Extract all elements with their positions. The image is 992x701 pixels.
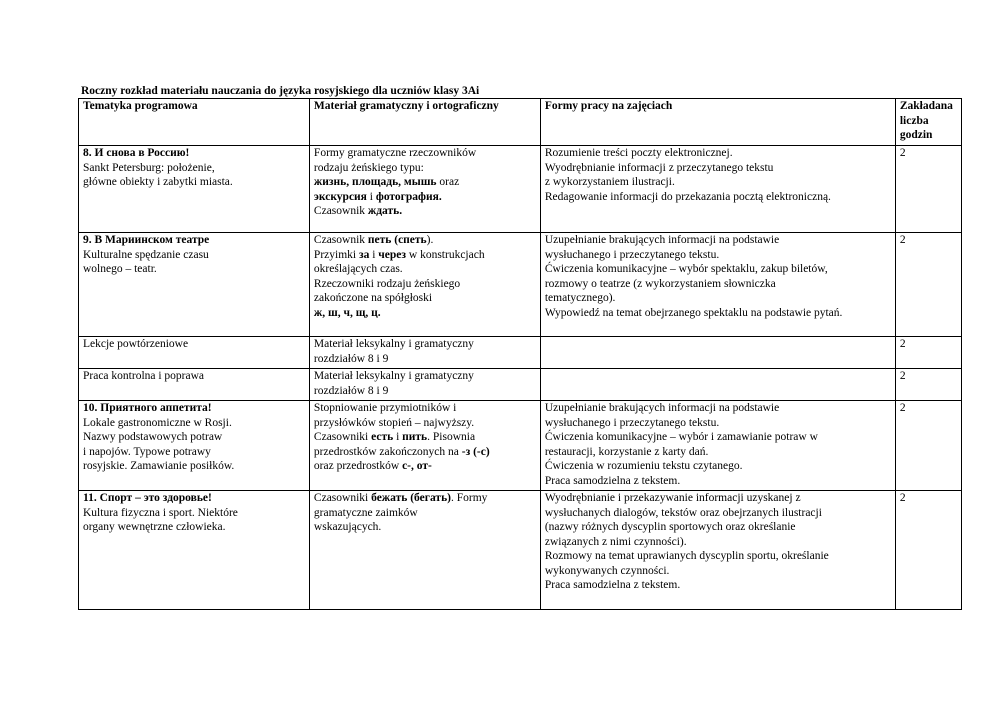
topic-line: rosyjskie. Zamawianie posiłków. xyxy=(83,460,235,472)
forms-line: Uzupełnianie brakujących informacji na podstawie xyxy=(544,234,780,246)
lesson-title: 10. Приятного аппетита! xyxy=(83,402,212,414)
table-row xyxy=(79,233,962,337)
forms-line: tematycznego). xyxy=(544,292,616,304)
grammar-cell xyxy=(309,369,540,401)
topic-cell xyxy=(79,337,310,369)
table-body xyxy=(79,146,962,610)
grammar-text: Czasownik xyxy=(313,205,368,217)
grammar-line xyxy=(314,401,536,416)
hours-cell: 2 xyxy=(895,233,961,337)
grammar-term: бежать (бегать) xyxy=(371,492,451,504)
topic-line: Kultura fizyczna i sport. Niektóre xyxy=(83,506,238,519)
header-hours-line: liczba xyxy=(899,114,929,127)
grammar-term: ждать. xyxy=(367,205,403,217)
grammar-text: określających czas. xyxy=(313,263,403,275)
grammar-line xyxy=(314,175,536,190)
grammar-term: есть xyxy=(371,431,394,443)
table-row xyxy=(79,491,962,610)
grammar-line xyxy=(314,262,536,277)
grammar-text: Materiał leksykalny i gramatyczny xyxy=(313,338,474,350)
topic-line: Lokale gastronomiczne w Rosji. xyxy=(83,416,232,429)
forms-line: restauracji, korzystanie z karty dań. xyxy=(544,445,709,458)
grammar-line xyxy=(314,337,536,352)
grammar-line xyxy=(314,248,536,263)
header-topic: Tematyka programowa xyxy=(79,99,310,146)
forms-cell xyxy=(540,233,895,337)
topic-line: organy wewnętrzne człowieka. xyxy=(83,521,226,533)
forms-line: Praca samodzielna z tekstem. xyxy=(544,474,681,487)
forms-line: (nazwy różnych dyscyplin sportowych oraz określanie xyxy=(544,521,796,533)
grammar-text: wskazujących. xyxy=(313,521,382,533)
topic-line: wolnego – teatr. xyxy=(83,263,157,275)
forms-line: wykonywanych czynności. xyxy=(544,564,670,577)
grammar-text: ). xyxy=(426,234,434,246)
forms-line: Rozmowy na temat uprawianych dyscyplin sportu, określanie xyxy=(544,550,829,562)
grammar-term: -з (-с) xyxy=(461,445,490,458)
grammar-line xyxy=(314,506,536,521)
lesson-title: 9. В Мариинском театре xyxy=(83,234,210,246)
topic-cell xyxy=(79,401,310,491)
grammar-cell xyxy=(309,337,540,369)
grammar-text: oraz xyxy=(436,176,460,188)
grammar-text: w konstrukcjach xyxy=(406,248,485,261)
forms-line: z wykorzystaniem ilustracji. xyxy=(544,176,675,188)
forms-cell xyxy=(540,369,895,401)
grammar-cell xyxy=(309,233,540,337)
grammar-text: rozdziałów 8 i 9 xyxy=(313,352,389,365)
grammar-line xyxy=(314,233,536,248)
forms-line: Redagowanie informacji do przekazania pocztą elektroniczną. xyxy=(544,190,831,203)
grammar-text: przedrostków zakończonych na xyxy=(313,445,462,458)
document-title: Roczny rozkład materiału nauczania do języka rosyjskiego dla uczniów klasy 3Ai xyxy=(81,85,480,97)
grammar-term: с-, от- xyxy=(402,460,432,472)
grammar-term: экскурсия xyxy=(313,190,367,203)
grammar-text: Czasowniki xyxy=(313,492,372,504)
topic-line: Praca kontrolna i poprawa xyxy=(83,370,205,382)
forms-line: Praca samodzielna z tekstem. xyxy=(544,579,681,591)
grammar-line xyxy=(314,416,536,431)
forms-cell xyxy=(540,337,895,369)
grammar-line xyxy=(314,352,536,367)
grammar-term: ж, ш, ч, щ, ц. xyxy=(313,306,381,319)
grammar-line xyxy=(314,445,536,460)
grammar-text: Materiał leksykalny i gramatyczny xyxy=(313,370,474,382)
topic-cell xyxy=(79,233,310,337)
topic-line: Kulturalne spędzanie czasu xyxy=(83,248,209,261)
lesson-title: 11. Спорт – это здоровье! xyxy=(83,492,212,504)
grammar-text: Czasowniki xyxy=(313,431,372,443)
forms-line: Uzupełnianie brakujących informacji na podstawie xyxy=(544,402,780,414)
header-hours-line: Zakładana xyxy=(899,100,953,112)
table-row xyxy=(79,146,962,233)
hours-cell: 2 xyxy=(895,146,961,233)
grammar-text: Formy gramatyczne rzeczowników xyxy=(313,147,477,159)
grammar-term: фотография. xyxy=(375,190,442,203)
grammar-line xyxy=(314,384,536,399)
grammar-text: Czasownik xyxy=(313,234,368,246)
grammar-line xyxy=(314,146,536,161)
grammar-text: oraz przedrostków xyxy=(313,460,403,472)
grammar-text: . Pisownia xyxy=(427,431,476,443)
table-row xyxy=(79,369,962,401)
topic-cell xyxy=(79,369,310,401)
hours-cell: 2 xyxy=(895,337,961,369)
forms-line: Rozumienie treści poczty elektronicznej. xyxy=(544,147,733,159)
grammar-text: Rzeczowniki rodzaju żeńskiego xyxy=(313,277,461,290)
grammar-cell xyxy=(309,146,540,233)
table-header-row xyxy=(79,99,962,146)
header-grammar: Materiał gramatyczny i ortograficzny xyxy=(309,99,540,146)
forms-line: Wyodrębnianie informacji z przeczytanego tekstu xyxy=(544,161,774,174)
grammar-text: gramatyczne zaimków xyxy=(313,506,418,519)
topic-line: Lekcje powtórzeniowe xyxy=(83,338,189,350)
grammar-line xyxy=(314,369,536,384)
topic-line: Nazwy podstawowych potraw xyxy=(83,431,223,443)
grammar-line xyxy=(314,306,536,321)
forms-line: Ćwiczenia komunikacyjne – wybór i zamawianie potraw w xyxy=(544,431,818,443)
grammar-line xyxy=(314,491,536,506)
topic-line: główne obiekty i zabytki miasta. xyxy=(83,176,233,188)
grammar-line xyxy=(314,190,536,205)
grammar-text: i xyxy=(366,190,376,203)
forms-line: Ćwiczenia w rozumieniu tekstu czytanego. xyxy=(544,460,743,472)
curriculum-table xyxy=(78,98,962,610)
grammar-text: przysłówków stopień – najwyższy. xyxy=(313,416,475,429)
header-hours-line: godzin xyxy=(899,129,933,141)
grammar-text: rodzaju żeńskiego typu: xyxy=(313,161,424,174)
forms-line: wysłuchanego i przeczytanego tekstu. xyxy=(544,248,720,261)
grammar-term: за xyxy=(358,248,370,261)
grammar-text: . Formy xyxy=(450,492,488,504)
grammar-line xyxy=(314,204,536,219)
grammar-text: i xyxy=(369,248,379,261)
grammar-term: пить xyxy=(402,431,428,443)
hours-cell: 2 xyxy=(895,401,961,491)
hours-cell: 2 xyxy=(895,369,961,401)
grammar-term: жизнь, площадь, мышь xyxy=(313,176,437,188)
topic-line: i napojów. Typowe potrawy xyxy=(83,445,211,458)
forms-line: rozmowy o teatrze (z wykorzystaniem słowniczka xyxy=(544,277,776,290)
forms-cell xyxy=(540,146,895,233)
forms-line: wysłuchanego i przeczytanego tekstu. xyxy=(544,416,720,429)
grammar-text: i xyxy=(393,431,403,443)
grammar-line xyxy=(314,520,536,535)
table-row xyxy=(79,337,962,369)
forms-line: wysłuchanych dialogów, tekstów oraz obejrzanych ilustracji xyxy=(544,506,822,519)
grammar-text: Przyimki xyxy=(313,248,359,261)
forms-cell xyxy=(540,491,895,610)
topic-cell xyxy=(79,146,310,233)
header-forms: Formy pracy na zajęciach xyxy=(540,99,895,146)
forms-line: Ćwiczenia komunikacyjne – wybór spektaklu, zakup biletów, xyxy=(544,263,828,275)
lesson-title: 8. И снова в Россию! xyxy=(83,147,190,159)
forms-line: Wyodrębnianie i przekazywanie informacji uzyskanej z xyxy=(544,492,801,504)
grammar-cell xyxy=(309,491,540,610)
grammar-cell xyxy=(309,401,540,491)
header-hours xyxy=(895,99,961,146)
grammar-text: zakończone na spółgłoski xyxy=(313,292,433,304)
grammar-term: петь (спеть xyxy=(367,234,427,246)
table-row xyxy=(79,401,962,491)
topic-cell xyxy=(79,491,310,610)
topic-line: Sankt Petersburg: położenie, xyxy=(83,161,215,174)
grammar-text: rozdziałów 8 i 9 xyxy=(313,384,389,397)
grammar-line xyxy=(314,277,536,292)
grammar-line xyxy=(314,161,536,176)
grammar-line xyxy=(314,459,536,474)
hours-cell: 2 xyxy=(895,491,961,610)
forms-line: związanych z nimi czynności). xyxy=(544,535,687,548)
forms-line: Wypowiedź na temat obejrzanego spektaklu na podstawie pytań. xyxy=(544,306,843,319)
grammar-term: через xyxy=(378,248,407,261)
grammar-line xyxy=(314,430,536,445)
forms-cell xyxy=(540,401,895,491)
grammar-line xyxy=(314,291,536,306)
grammar-text: Stopniowanie przymiotników i xyxy=(313,402,457,414)
